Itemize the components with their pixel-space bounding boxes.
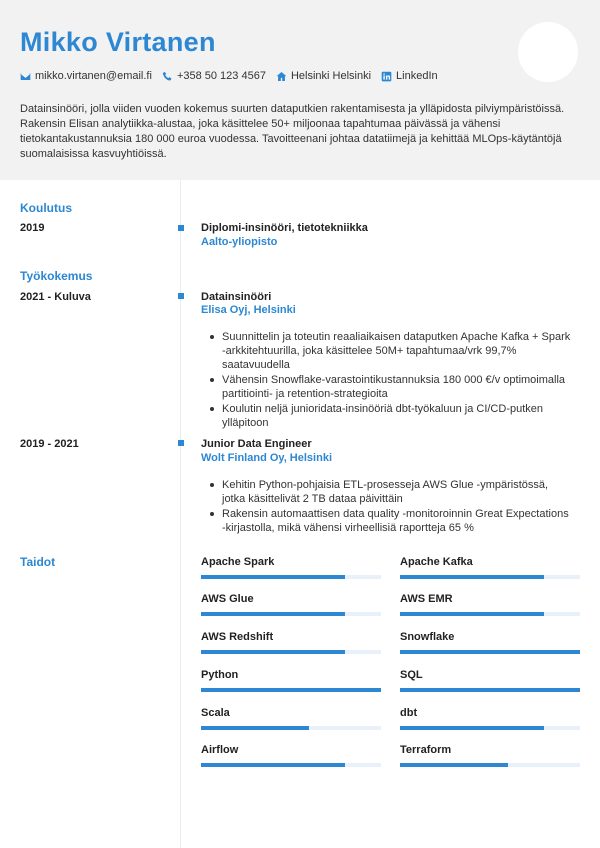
- skill-item: [400, 669, 580, 692]
- skill-name: Scala: [201, 707, 230, 719]
- skill-name: Snowflake: [400, 631, 455, 643]
- skill-item: [400, 744, 580, 767]
- skill-level-fill: [201, 612, 345, 616]
- skill-name: Apache Kafka: [400, 556, 473, 568]
- list-item: Suunnittelin ja toteutin reaaliaikaisen dataputken Apache Kafka + Spark -arkkitehtuurilla, joka käsittelee 50M+ tapahtumaa/vrk 99,7% saatavuudella: [222, 331, 571, 371]
- skill-level-track: [201, 575, 381, 579]
- skill-level-track: [201, 688, 381, 692]
- contact-phone[interactable]: [162, 70, 266, 82]
- job-1-company: Elisa Oyj, Helsinki: [201, 304, 296, 316]
- job-2-role: Junior Data Engineer: [201, 438, 312, 450]
- job-2-date: 2019 - 2021: [20, 438, 79, 450]
- skill-level-fill: [400, 575, 544, 579]
- list-item: Vähensin Snowflake-varastointikustannuksia 180 000 €/v optimoimalla partitiointi- ja retention-strategioita: [222, 373, 572, 401]
- skill-item: [400, 593, 580, 616]
- skill-name: SQL: [400, 669, 423, 681]
- phone-icon: [162, 71, 173, 82]
- email-text: mikko.virtanen@email.fi: [35, 70, 152, 82]
- skill-level-fill: [201, 726, 309, 730]
- skills-section-title: Taidot: [20, 555, 56, 569]
- list-item: Kehitin Python-pohjaisia ETL-prosesseja AWS Glue -ympäristössä, jotka käsittelivät 2 TB dataa päivittäin: [222, 478, 572, 506]
- skill-level-fill: [400, 688, 580, 692]
- skill-name: AWS EMR: [400, 593, 453, 605]
- candidate-name: Mikko Virtanen: [20, 27, 216, 57]
- envelope-icon: [20, 71, 31, 82]
- skill-item: [201, 669, 381, 692]
- contact-row: [20, 69, 448, 83]
- timeline-marker: [178, 293, 184, 299]
- linkedin-icon: [381, 71, 392, 82]
- skill-level-track: [201, 726, 381, 730]
- timeline-marker: [178, 440, 184, 446]
- skill-item: [400, 631, 580, 654]
- skill-name: AWS Redshift: [201, 631, 274, 643]
- skill-level-track: [400, 612, 580, 616]
- skill-level-fill: [201, 688, 381, 692]
- skill-name: Python: [201, 669, 239, 681]
- skill-level-track: [400, 650, 580, 654]
- skill-name: AWS Glue: [201, 593, 254, 605]
- skill-name: Terraform: [400, 744, 452, 756]
- job-1-role: Datainsinööri: [201, 291, 272, 303]
- skill-level-track: [201, 763, 381, 767]
- education-school: Aalto-yliopisto: [201, 236, 278, 248]
- skill-item: [201, 707, 381, 730]
- skill-item: [201, 744, 381, 767]
- skill-level-fill: [201, 763, 345, 767]
- skill-level-track: [400, 763, 580, 767]
- skill-level-track: [400, 726, 580, 730]
- job-2-company: Wolt Finland Oy, Helsinki: [201, 452, 332, 464]
- job-2-achievements: [222, 478, 572, 536]
- linkedin-text: LinkedIn: [396, 70, 438, 82]
- experience-section-title: Työkokemus: [20, 269, 93, 283]
- profile-photo-placeholder: [518, 22, 578, 82]
- contact-linkedin[interactable]: [381, 70, 438, 82]
- skill-item: [201, 631, 381, 654]
- list-item: Rakensin automaattisen data quality -monitoroinnin Great Expectations -kirjastolla, mikä vähensi virheellisiä raportteja 65 %: [222, 507, 572, 535]
- timeline-divider: [180, 180, 181, 848]
- skill-level-track: [400, 575, 580, 579]
- list-item: Koulutin neljä junioridata-insinööriä dbt-työkaluun ja CI/CD-putken ylläpitoon: [222, 402, 572, 430]
- skill-item: [400, 707, 580, 730]
- skill-level-fill: [400, 612, 544, 616]
- education-section-title: Koulutus: [20, 201, 72, 215]
- skill-level-fill: [201, 575, 345, 579]
- skill-item: [201, 593, 381, 616]
- skill-level-track: [400, 688, 580, 692]
- skill-name: Airflow: [201, 744, 239, 756]
- profile-summary: Datainsinööri, jolla viiden vuoden kokemus suurten dataputkien rakentamisesta ja ylläpidosta pilviympäristöissä. Rakensin Elisan analytiikka-alustaa, joka käsittelee 50+ miljoonaa tapahtumaa päivässä ja vähensi tietokantakustannuksia 180 000 euroa vuodessa. Tavoitteenani johtaa datatiimejä ja kehittää MLOps-käytäntöjä suomalaisissa kasvuyhtiöissä.: [20, 103, 565, 160]
- job-1-achievements: [222, 330, 572, 431]
- skill-item: [400, 556, 580, 579]
- contact-email[interactable]: [20, 70, 152, 82]
- skill-level-fill: [400, 726, 544, 730]
- skill-name: dbt: [400, 707, 418, 719]
- skill-level-track: [201, 650, 381, 654]
- phone-text: +358 50 123 4567: [176, 70, 266, 82]
- timeline-marker: [178, 225, 184, 231]
- contact-location: [276, 70, 371, 82]
- skill-level-fill: [400, 763, 508, 767]
- home-icon: [276, 71, 287, 82]
- skill-level-fill: [400, 650, 580, 654]
- skill-level-track: [201, 612, 381, 616]
- header-band: [0, 0, 600, 180]
- location-text: Helsinki Helsinki: [290, 70, 372, 82]
- education-degree: Diplomi-insinööri, tietotekniikka: [201, 222, 368, 234]
- skill-level-fill: [201, 650, 345, 654]
- skill-name: Apache Spark: [201, 556, 275, 568]
- skill-item: [201, 556, 381, 579]
- education-date: 2019: [20, 222, 45, 234]
- job-1-date: 2021 - Kuluva: [20, 291, 91, 303]
